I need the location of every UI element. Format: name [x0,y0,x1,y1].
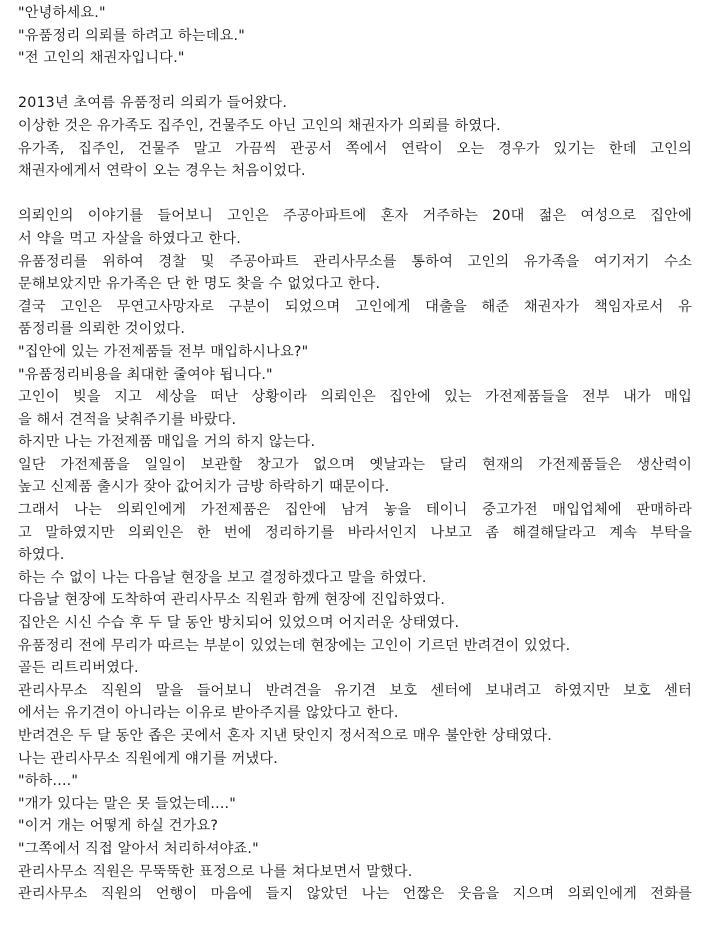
text-line: 일단 가전제품을 일일이 보관할 창고가 없으며 옛날과는 달리 현재의 가전제품들은 생산력이 [18,456,692,473]
text-line: 2013년 초여름 유품정리 의뢰가 들어왔다. [18,95,288,112]
text-line: 결국 고인은 무연고사망자로 구분이 되었으며 고인에게 대출을 해준 채권자가 책임자로서 유 [18,298,692,315]
text-line: "유품정리 의뢰를 하려고 하는데요." [18,27,245,44]
text-line: "하하...." [18,773,79,790]
text-line: 유품정리를 위하여 경찰 및 주공아파트 관리사무소를 통하여 고인의 유가족을 여기저기 수소 [18,253,692,270]
text-line: 품정리를 의뢰한 것이었다. [18,321,186,338]
text-line: 관리사무소 직원은 무뚝뚝한 표정으로 나를 쳐다보면서 말했다. [18,863,413,880]
text-line: 유품정리 전에 무리가 따르는 부분이 있었는데 현장에는 고인이 기르던 반려견이 있었다. [18,637,571,654]
text-line: 채권자에게서 연락이 오는 경우는 처음이었다. [18,163,306,180]
text-line: 관리사무소 직원의 언행이 마음에 들지 않았던 나는 언짢은 웃음을 지으며 의뢰인에게 전화를 [18,886,692,903]
text-line: "전 고인의 채권자입니다." [18,50,185,67]
text-line: 집안은 시신 수습 후 두 달 동안 방치되어 있었으며 어지러운 상태였다. [18,615,460,632]
text-line: "그쪽에서 직접 알아서 처리하셔야죠." [18,840,259,857]
text-line: 의뢰인의 이야기를 들어보니 고인은 주공아파트에 혼자 거주하는 20대 젊은 여성으로 집안에 [18,208,692,225]
text-line: 이상한 것은 유가족도 집주인, 건물주도 아닌 고인의 채권자가 의뢰를 하였다. [18,117,501,134]
text-line: "개가 있다는 말은 못 들었는데...." [18,795,236,812]
text-line: "집안에 있는 가전제품들 전부 매입하시나요?" [18,343,309,360]
text-line: 하지만 나는 가전제품 매입을 거의 하지 않는다. [18,434,316,451]
text-line: "유품정리비용을 최대한 줄여야 됩니다." [18,366,273,383]
text-line: 유가족, 집주인, 건물주 말고 가끔씩 관공서 쪽에서 연락이 오는 경우가 있기는 한데 고인의 [18,140,692,157]
text-line: 나는 관리사무소 직원에게 얘기를 꺼냈다. [18,750,278,767]
text-line: 다음날 현장에 도착하여 관리사무소 직원과 함께 현장에 진입하였다. [18,592,446,609]
text-line: 관리사무소 직원의 말을 들어보니 반려견을 유기견 보호 센터에 보내려고 하였지만 보호 센터 [18,682,692,699]
text-line: 하는 수 없이 나는 다음날 현장을 보고 결정하겠다고 말을 하였다. [18,569,427,586]
text-line: 에서는 유기견이 아니라는 이유로 받아주지를 않았다고 한다. [18,705,399,722]
paragraph-gap [18,183,692,206]
text-line: 하였다. [18,547,65,564]
text-line: 고 말하였지만 의뢰인은 한 번에 정리하기를 바라서인지 나보고 좀 해결해달라고 계속 부탁을 [18,524,692,541]
text-line: "안녕하세요." [18,5,106,21]
text-line: 골든 리트리버였다. [18,660,139,677]
paragraph-gap [18,70,692,93]
text-line: 그래서 나는 의뢰인에게 가전제품은 집안에 남겨 놓을 테이니 중고가전 매입업체에 판매하라 [18,502,692,519]
text-line: "이거 개는 어떻게 하실 건가요? [18,818,219,835]
text-line: 반려견은 두 달 동안 좁은 곳에서 혼자 지낸 탓인지 정서적으로 매우 불안한 상태였다. [18,728,553,744]
text-line: 문해보았지만 유가족은 단 한 명도 찾을 수 없었다고 한다. [18,276,381,293]
text-line: 을 해서 견적을 낮춰주기를 바랐다. [18,411,237,428]
text-line: 높고 신제품 출시가 잦아 값어치가 금방 하락하기 때문이다. [18,479,390,496]
text-line: 서 약을 먹고 자살을 하였다고 한다. [18,230,241,247]
text-line: 고인이 빚을 지고 세상을 떠난 상황이라 의뢰인은 집안에 있는 가전제품들을 전부 내가 매입 [18,389,692,406]
